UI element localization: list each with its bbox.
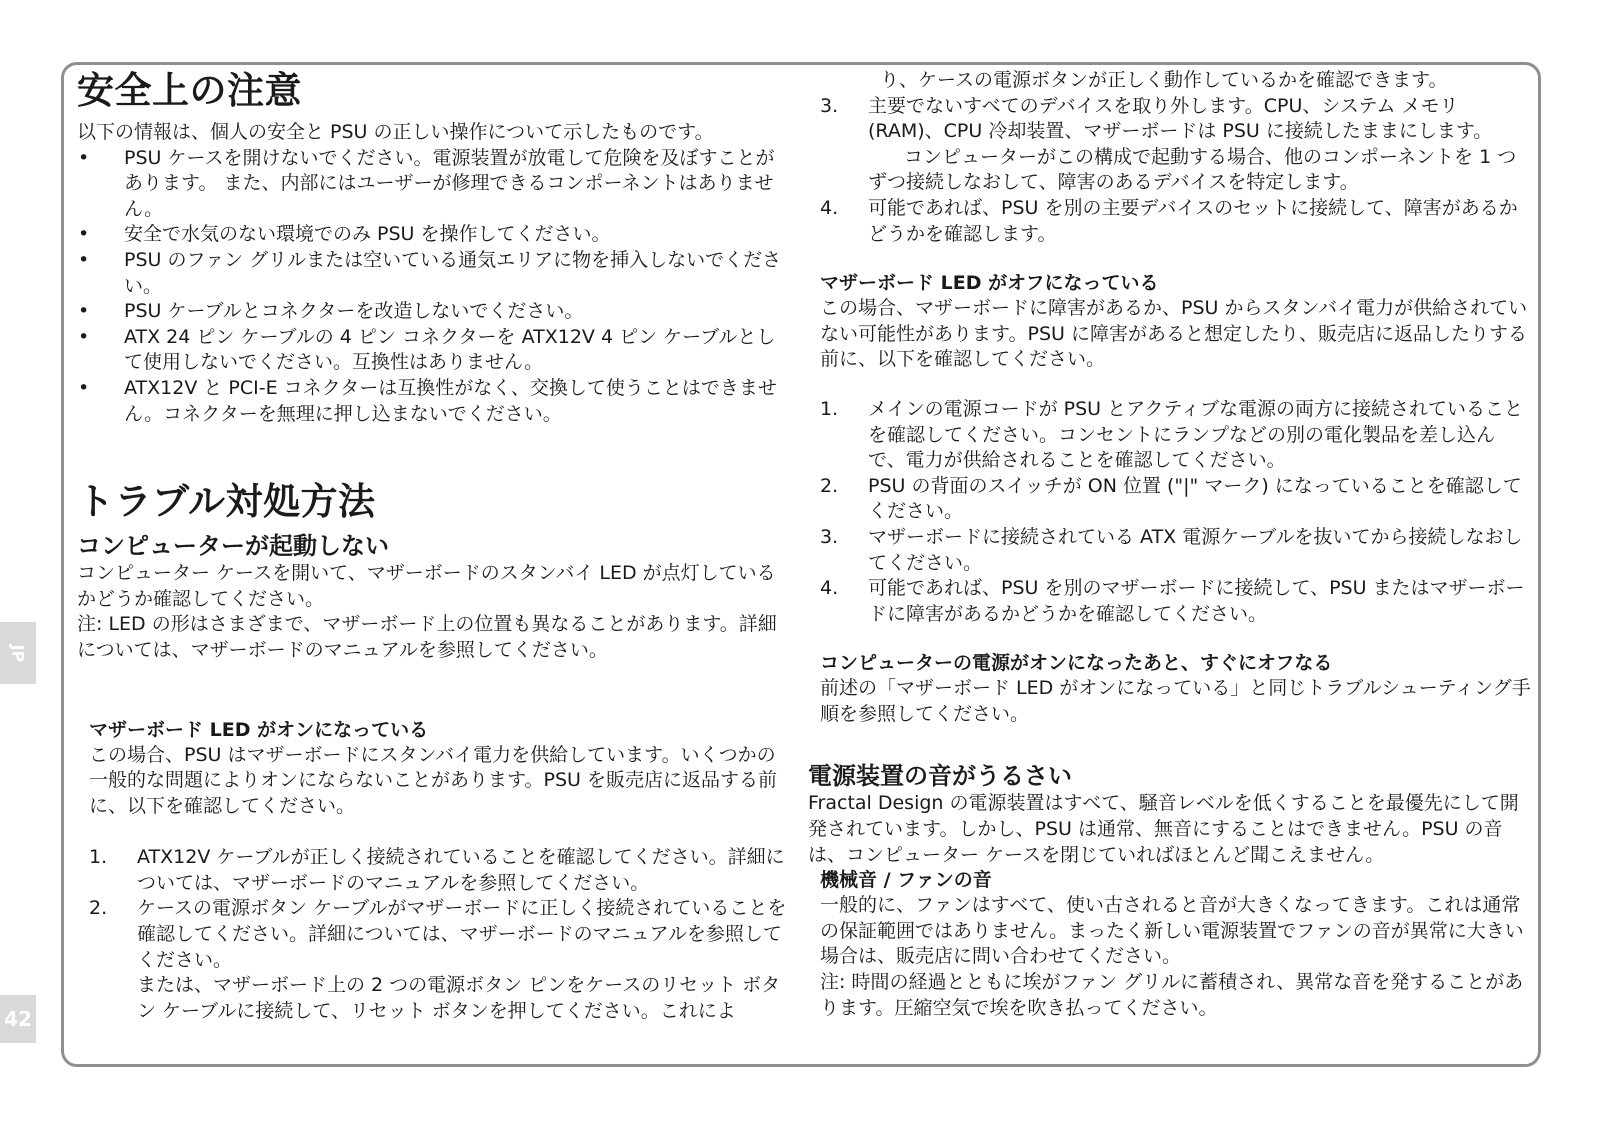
safety-title: 安全上の注意 (77, 69, 302, 112)
list-item: • PSU ケーブルとコネクターを改造しないでください。 (77, 299, 789, 325)
list-item: • ATX12V と PCI-E コネクターは互換性がなく、交換して使うことはできません。コネクターを無理に押し込まないでください。 (77, 376, 789, 427)
troubleshooting-title: トラブル対処方法 (77, 480, 376, 524)
list-item: 3. 主要でないすべてのデバイスを取り外します。CPU、システム メモリ (RAM)、CPU 冷却装置、マザーボードは PSU に接続したままにします。 コンピューターがこの構成で起動する場合、他のコンポーネントを 1 つずつ接続しなおして、障害のあるデバイスを特定します。 (820, 94, 1517, 194)
noise-section (808, 761, 1532, 868)
no-boot-text: コンピューター ケースを開いて、マザーボードのスタンバイ LED が点灯しているかどうか確認してください。 (77, 562, 776, 610)
list-item: • ATX 24 ピン ケーブルの 4 ピン コネクターを ATX12V 4 ピン ケーブルとして使用しないでください。互換性はありません。 (77, 325, 789, 376)
power-off-title: コンピューターの電源がオンになったあと、すぐにオフなる (820, 652, 1333, 675)
power-off-text: 前述の「マザーボード LED がオンになっている」と同じトラブルシューティング手順を参照してください。 (820, 677, 1531, 725)
fan-noise-text: 一般的に、ファンはすべて、使い古されると音が大きくなってきます。これは通常の保証範囲ではありません。まったく新しい電源装置でファンの音が異常に大きい場合は、販売店に問い合わせてください。 (820, 894, 1524, 968)
led-on-text: この場合、PSU はマザーボードにスタンバイ電力を供給しています。いくつかの一般的な問題によりオンにならないことがあります。PSU を販売店に返品する前に、以下を確認してください。 (89, 743, 777, 817)
no-boot-title: コンピューターが起動しない (77, 532, 389, 561)
right-column (808, 68, 1532, 1021)
list-item: • 安全で水気のない環境でのみ PSU を操作してください。 (77, 222, 789, 248)
list-item: 2. PSU の背面のスイッチが ON 位置 ("|" マーク) になっていることを確認してください。 (820, 474, 1522, 523)
led-on-list (89, 845, 789, 1024)
list-item: 1. ATX12V ケーブルが正しく接続されていることを確認してください。詳細については、マザーボードのマニュアルを参照してください。 (89, 846, 785, 894)
led-off-title: マザーボード LED がオフになっている (820, 272, 1159, 295)
led-on-title: マザーボード LED がオンになっている (89, 718, 429, 741)
fan-noise-note: 注: 時間の経過とともに埃がファン グリルに蓄積され、異常な音を発することがあります。圧縮空気で埃を吹き払ってください。 (820, 971, 1524, 1019)
list-item: 2. ケースの電源ボタン ケーブルがマザーボードに正しく接続されていることを確認してください。詳細については、マザーボードのマニュアルを参照してください。 または、マザーボード上の 2 つの電源ボタン ピンをケースのリセット ボタン ケーブルに接続して、リセット ボタンを押してください。これによ (89, 897, 787, 1022)
no-boot-note: 注: LED の形はさまざまで、マザーボード上の位置も異なることがあります。詳細については、マザーボードのマニュアルを参照してください。 (77, 613, 777, 661)
list-item: 1. メインの電源コードが PSU とアクティブな電源の両方に接続されていることを確認してください。コンセントにランプなどの別の電化製品を差し込んで、電力が供給されることを確認してください。 (820, 397, 1524, 472)
led-on-section (77, 718, 789, 1025)
language-tab: JP (0, 622, 36, 684)
safety-intro: 以下の情報は、個人の安全と PSU の正しい操作について示したものです。 (77, 121, 714, 143)
list-item: 4. 可能であれば、PSU を別の主要デバイスのセットに接続して、障害があるかどうかを確認します。 (820, 196, 1518, 245)
continued-text: り、ケースの電源ボタンが正しく動作しているかを確認できます。 (880, 69, 1448, 91)
list-item: 3. マザーボードに接続されている ATX 電源ケーブルを抜いてから接続しなおしてください。 (820, 525, 1523, 574)
led-off-text: この場合、マザーボードに障害があるか、PSU からスタンバイ電力が供給されていない可能性があります。PSU に障害があると想定したり、販売店に返品したりする前に、以下を確認してください。 (820, 297, 1528, 371)
safety-list (77, 146, 789, 428)
list-item: • PSU のファン グリルまたは空いている通気エリアに物を挿入しないでください。 (77, 248, 789, 299)
led-on-list-continued (820, 94, 1532, 248)
list-item: 4. 可能であれば、PSU を別のマザーボードに接続して、PSU またはマザーボードに障害があるかどうかを確認してください。 (820, 577, 1525, 625)
fan-noise-title: 機械音 / ファンの音 (820, 869, 992, 892)
noise-text: Fractal Design の電源装置はすべて、騒音レベルを低くすることを最優先にして開発されています。しかし、PSU は通常、無音にすることはできません。PSU の音は、コンピューター ケースを閉じていればほとんど聞こえません。 (808, 792, 1519, 866)
noise-title: 電源装置の音がうるさい (808, 762, 1072, 791)
led-off-list (820, 397, 1532, 627)
left-column (77, 68, 789, 1024)
list-item: • PSU ケースを開けないでください。電源装置が放電して危険を及ぼすことがあります。 また、内部にはユーザーが修理できるコンポーネントはありません。 (77, 146, 789, 223)
page-number: 42 (0, 995, 36, 1043)
